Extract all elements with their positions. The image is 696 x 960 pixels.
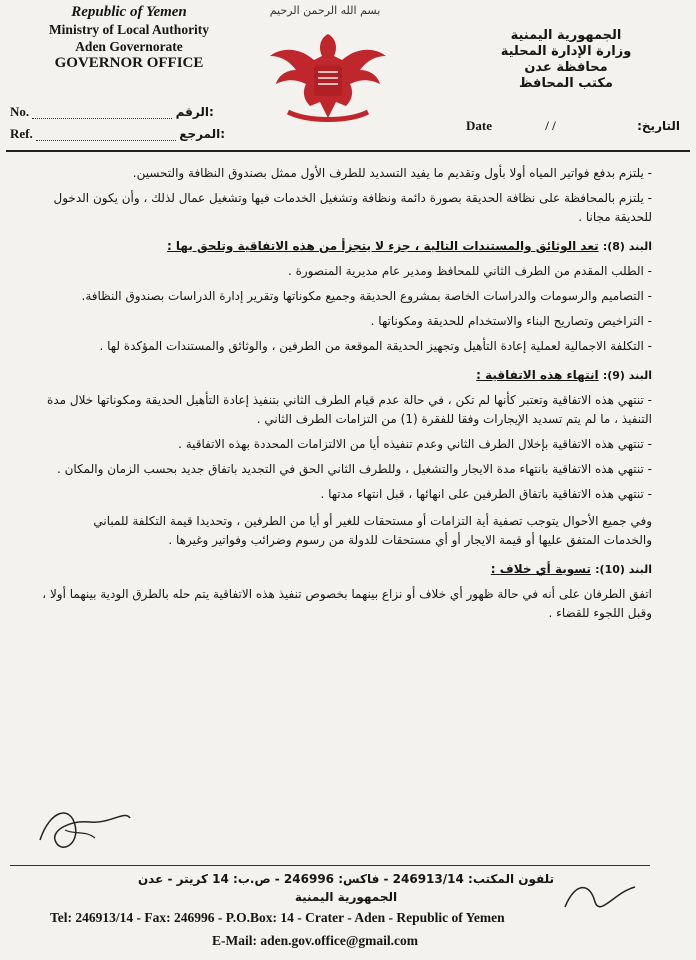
header-ar-line3: محافظة عدن [524, 60, 608, 75]
footer-divider [10, 865, 650, 866]
clause-10-heading [42, 560, 652, 579]
clause-9-item: - تنتهي هذه الاتفاقية وتعتبر كأنها لم تكن ، في حالة عدم قيام الطرف الثاني بتنفيذ إعادة التأهيل الحديقة ومكوناتها خلال مدة التنفيذ ، ما لم يتم تسديد الإيجارات وفقا للفقرة (1) من التزامات الطرف الثاني . [42, 391, 652, 429]
clause-8-heading [42, 237, 652, 256]
footer-ar-country: الجمهورية اليمنية [294, 890, 398, 904]
clause-10-text: اتفق الطرفان على أنه في حالة ظهور أي خلاف أو نزاع بينهما بخصوص تنفيذ هذه الاتفاقية يتم حله بالطرق الودية بينهما أولا ، وقبل اللجوء للقضاء . [42, 587, 652, 620]
clause-8-item: - التصاميم والرسومات والدراسات الخاصة بمشروع الحديقة وجميع مكوناتها وتقرير إدارة الدراسات بصندوق النظافة. [42, 287, 652, 306]
date-slashes: / / [545, 118, 556, 133]
obligation-water-bills: - يلتزم بدفع فواتير المياه أولا بأول وتقديم ما يفيد التسديد للطرف الأول ممثل بصندوق النظافة والتحسين. [42, 164, 652, 183]
header-en-line2: Ministry of Local Authority [48, 22, 210, 37]
clause-10-number: البند (10): [595, 563, 652, 576]
date-label: Date [466, 118, 492, 133]
yemen-eagle-emblem-icon [268, 26, 388, 126]
handwritten-signature-icon [30, 800, 140, 860]
clause-9-number: البند (9): [602, 369, 652, 382]
reference-row [10, 126, 225, 142]
header-english [14, 4, 244, 72]
reference-dots [36, 130, 176, 141]
number-row [10, 104, 214, 120]
number-label-ar: الرقم: [175, 105, 214, 119]
clause-9-heading [42, 366, 652, 385]
clause-8-number: البند (8): [602, 240, 652, 253]
clause-10-title: تسوية أي خلاف : [490, 562, 591, 576]
header-ar-line2: وزارة الإدارة المحلية [500, 44, 632, 59]
clause-8-item: - التكلفة الاجمالية لعملية إعادة التأهيل وتجهيز الحديقة الموقعة من الطرفين ، والوثائق والمستندات المؤكدة لها . [42, 337, 652, 356]
date-row [466, 118, 556, 134]
reference-label: Ref. [10, 126, 33, 141]
clause-9-item: - تنتهي هذه الاتفاقية باتفاق الطرفين على انهائها ، قبل انتهاء مدتها . [42, 485, 652, 504]
header-en-line1: Republic of Yemen [71, 4, 187, 20]
clause-8-title: تعد الوثائق والمستندات التالية ، جزء لا يتجزأ من هذه الاتفاقية وتلحق بها : [166, 239, 599, 253]
header-en-line3: Aden Governorate [75, 39, 183, 54]
number-dots [32, 108, 172, 119]
header-ar-line1: الجمهورية اليمنية [510, 28, 622, 43]
document-body [42, 164, 652, 629]
header-ar-line4: مكتب المحافظ [519, 76, 613, 91]
date-label-ar: التاريخ: [637, 119, 680, 133]
footer-english-contact: Tel: 246913/14 - Fax: 246996 - P.O.Box: 14 - Crater - Aden - Republic of Yemen [50, 910, 505, 925]
number-label: No. [10, 104, 30, 119]
clause-8-item: - الطلب المقدم من الطرف الثاني للمحافظ ومدير عام مديرية المنصورة . [42, 262, 652, 281]
footer-signature-icon [560, 872, 640, 922]
clause-9-item: - تنتهي هذه الاتفاقية بإخلال الطرف الثاني وعدم تنفيذه أيا من الالتزامات المحددة بهذه الاتفاقية . [42, 435, 652, 454]
footer-email: E-Mail: aden.gov.office@gmail.com [212, 933, 419, 948]
header-arabic [446, 28, 686, 92]
clause-9-title: انتهاء هذه الاتفاقية : [476, 368, 599, 382]
footer-ar-contact: تلفون المكتب: 246913/14 - فاكس: 246996 - ص.ب: 14 كريتر - عدن [137, 872, 555, 886]
basmala: بسم الله الرحمن الرحيم [269, 4, 381, 17]
header-en-line4: GOVERNOR OFFICE [54, 55, 204, 71]
obligation-cleanliness: - يلتزم بالمحافظة على نظافة الحديقة بصورة دائمة ونظافة وتشغيل الخدمات فيها وتشغيل عمال لذلك ، وأن يكون الدخول للحديقة مجانا . [42, 189, 652, 227]
header-divider [6, 150, 690, 152]
reference-label-ar: المرجع: [179, 127, 226, 141]
clause-9-item: - تنتهي هذه الاتفاقية بانتهاء مدة الايجار والتشغيل ، وللطرف الثاني الحق في التجديد باتفاق جديد بحسب الزمان والمكان . [42, 460, 652, 479]
general-settlement-paragraph: وفي جميع الأحوال يتوجب تصفية أية التزامات أو مستحقات للغير أو أيا من الطرفين ، وتحديدا قيمة التكلفة للمباني والخدمات المتفق عليها أو قيمة الايجار أو أي مستحقات للدولة من رسوم وضرائب وفواتير وغيرها . [93, 514, 652, 547]
clause-8-item: - التراخيص وتصاريح البناء والاستخدام للحديقة ومكوناتها . [42, 312, 652, 331]
footer-arabic [66, 870, 626, 906]
